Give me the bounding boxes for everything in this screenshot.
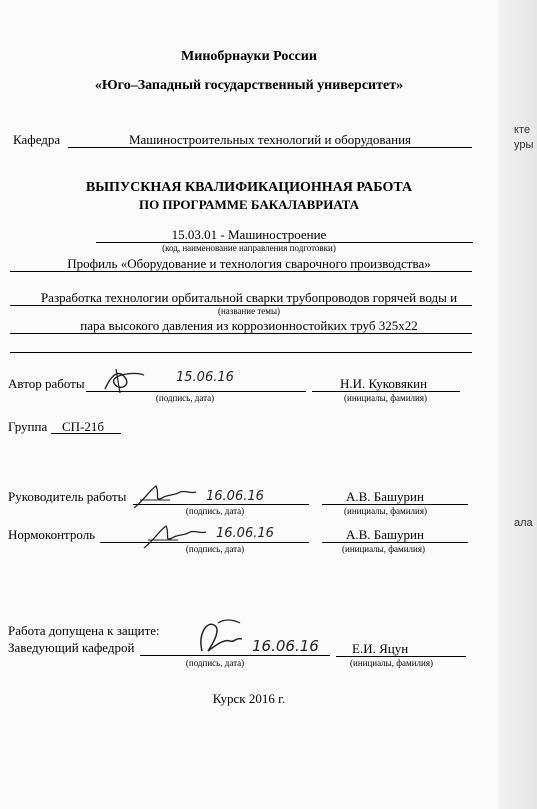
normcontrol-sig-caption: (подпись, дата) bbox=[185, 544, 245, 554]
topic-underline-3 bbox=[10, 352, 472, 353]
edge-fragment: ктe bbox=[514, 124, 531, 136]
author-sig-caption: (подпись, дата) bbox=[155, 393, 215, 403]
author-name: Н.И. Куковякин bbox=[340, 376, 428, 391]
author-name-underline bbox=[312, 391, 460, 392]
direction-value: 15.03.01 - Машиностроение bbox=[171, 227, 327, 242]
normcontrol-name: А.В. Башурин bbox=[346, 527, 424, 542]
group-value: СП-21б bbox=[62, 419, 105, 434]
normcontrol-date: 16.06.16 bbox=[216, 526, 274, 541]
topic-caption: (название темы) bbox=[217, 306, 281, 316]
topic-underline-2 bbox=[10, 333, 472, 334]
head-label: Заведующий кафедрой bbox=[8, 640, 135, 655]
edge-fragment: уры bbox=[514, 139, 534, 151]
normcontrol-name-underline bbox=[322, 542, 468, 543]
supervisor-date: 16.06.16 bbox=[206, 489, 264, 504]
document-subtitle: ПО ПРОГРАММЕ БАКАЛАВРИАТА bbox=[138, 197, 360, 212]
supervisor-name: А.В. Башурин bbox=[346, 489, 424, 504]
admission-label: Работа допущена к защите: bbox=[8, 623, 160, 638]
supervisor-label: Руководитель работы bbox=[8, 489, 127, 504]
author-name-caption: (инициалы, фамилия) bbox=[344, 393, 427, 403]
document-title: ВЫПУСКНАЯ КВАЛИФИКАЦИОННАЯ РАБОТА bbox=[85, 180, 413, 195]
city-year: Курск 2016 г. bbox=[212, 691, 286, 706]
head-date: 16.06.16 bbox=[252, 637, 319, 655]
head-name-underline bbox=[336, 656, 466, 657]
group-label: Группа bbox=[8, 419, 48, 434]
head-name: Е.И. Яцун bbox=[352, 641, 409, 656]
author-date: 15.06.16 bbox=[176, 370, 234, 385]
ministry-title: Минобрнауки России bbox=[181, 49, 317, 64]
direction-caption: (код, наименование направления подготовки) bbox=[162, 243, 336, 253]
topic-line-1: Разработка технологии орбитальной сварки трубопроводов горячей воды и bbox=[40, 290, 458, 305]
author-label: Автор работы bbox=[8, 376, 85, 391]
next-page-edge bbox=[498, 0, 537, 809]
head-signature bbox=[194, 615, 250, 659]
supervisor-name-underline bbox=[322, 504, 468, 505]
profile-underline bbox=[10, 271, 472, 272]
department-label: Кафедра bbox=[13, 132, 61, 147]
department-value: Машиностроительных технологий и оборудования bbox=[128, 132, 412, 147]
supervisor-sig-caption: (подпись, дата) bbox=[185, 506, 245, 516]
head-sig-caption: (подпись, дата) bbox=[185, 658, 245, 668]
normcontrol-name-caption: (инициалы, фамилия) bbox=[342, 544, 425, 554]
profile-value: Профиль «Оборудование и технология сварочного производства» bbox=[67, 256, 431, 271]
author-signature bbox=[100, 365, 150, 395]
edge-fragment: ала bbox=[514, 517, 533, 529]
supervisor-name-caption: (инициалы, фамилия) bbox=[344, 506, 427, 516]
normcontrol-label: Нормоконтроль bbox=[8, 527, 96, 542]
topic-line-2: пара высокого давления из коррозионностойких труб 325х22 bbox=[80, 318, 418, 333]
university-title: «Юго–Западный государственный университет» bbox=[94, 78, 404, 93]
head-name-caption: (инициалы, фамилия) bbox=[350, 658, 433, 668]
